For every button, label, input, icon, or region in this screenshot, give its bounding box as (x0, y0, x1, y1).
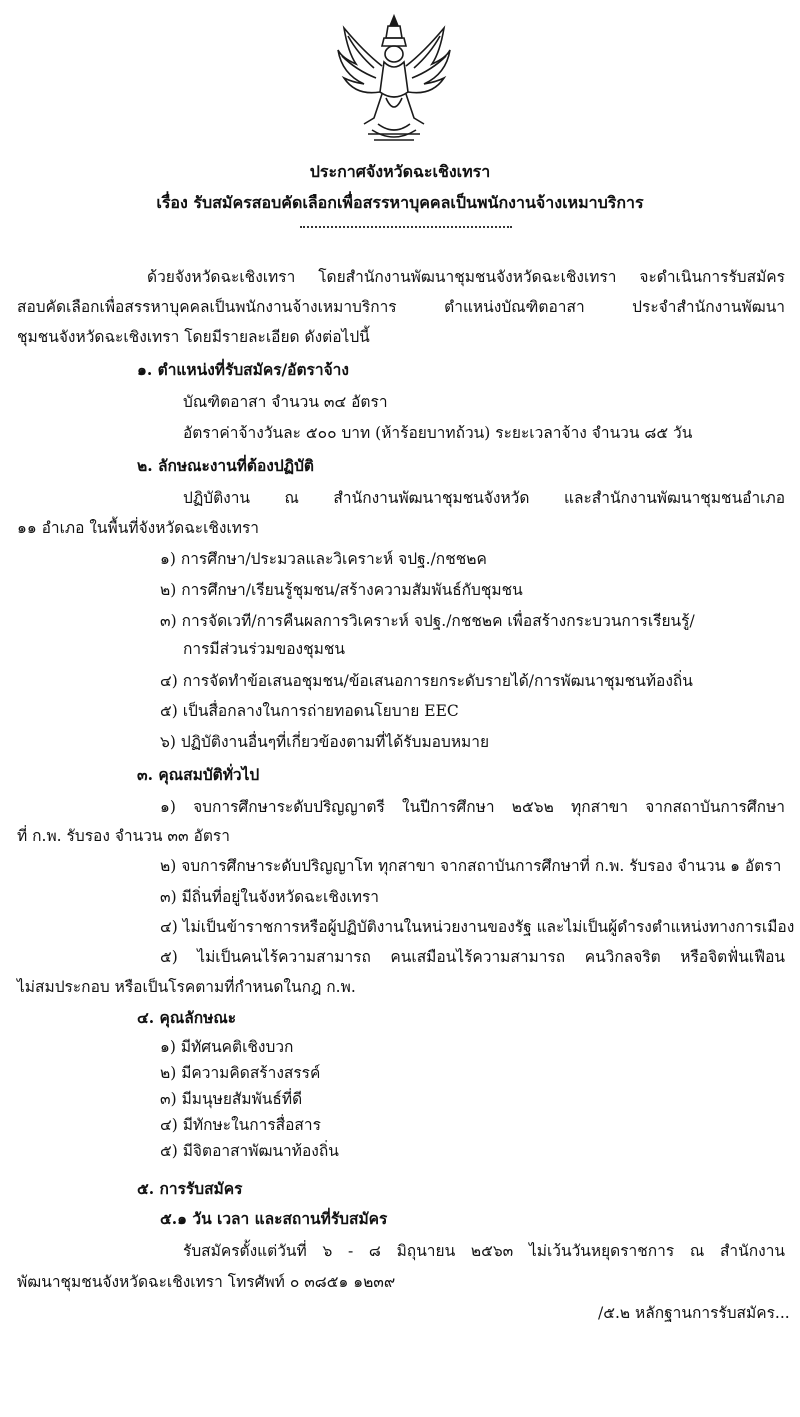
section-5-1-heading: ๕.๑ วัน เวลา และสถานที่รับสมัคร (160, 1209, 388, 1228)
section-3-item-2: ๒) จบการศึกษาระดับปริญญาโท ทุกสาขา จากสถาบันการศึกษาที่ ก.พ. รับรอง จำนวน ๑ อัตรา (160, 857, 782, 875)
section-4-heading: ๔. คุณลักษณะ (137, 1008, 237, 1027)
intro-line-2: สอบคัดเลือกเพื่อสรรหาบุคคลเป็นพนักงานจ้างเหมาบริการ ตำแหน่งบัณฑิตอาสา ประจำสำนักงานพัฒนา (17, 298, 785, 316)
section-2-item-3b: การมีส่วนร่วมของชุมชน (183, 640, 345, 658)
document-subject: เรื่อง รับสมัครสอบคัดเลือกเพื่อสรรหาบุคคลเป็นพนักงานจ้างเหมาบริการ (156, 193, 644, 212)
section-3-item-1b: ที่ ก.พ. รับรอง จำนวน ๓๓ อัตรา (17, 827, 230, 845)
section-4-item-1: ๑) มีทัศนคติเชิงบวก (160, 1038, 294, 1056)
document-title: ประกาศจังหวัดฉะเชิงเทรา (309, 162, 491, 181)
section-5-line-2: พัฒนาชุมชนจังหวัดฉะเชิงเทรา โทรศัพท์ ๐ ๓๘๕๑ ๑๒๓๙ (17, 1273, 396, 1291)
section-2-heading: ๒. ลักษณะงานที่ต้องปฏิบัติ (137, 456, 314, 475)
section-2-item-3a: ๓) การจัดเวที/การคืนผลการวิเคราะห์ จปฐ./กชช๒ค เพื่อสร้างกระบวนการเรียนรู้/ (160, 612, 695, 630)
divider-dots (300, 226, 512, 228)
section-2-item-6: ๖) ปฏิบัติงานอื่นๆที่เกี่ยวข้องตามที่ได้รับมอบหมาย (160, 733, 490, 751)
section-3-heading: ๓. คุณสมบัติทั่วไป (137, 765, 260, 784)
section-4-item-3: ๓) มีมนุษยสัมพันธ์ที่ดี (160, 1090, 303, 1108)
section-5-line-1: รับสมัครตั้งแต่วันที่ ๖ - ๘ มิถุนายน ๒๕๖๓ ไม่เว้นวันหยุดราชการ ณ สำนักงาน (183, 1242, 785, 1260)
section-2-item-4: ๔) การจัดทำข้อเสนอชุมชน/ข้อเสนอการยกระดับรายได้/การพัฒนาชุมชนท้องถิ่น (160, 672, 693, 690)
section-2-item-2: ๒) การศึกษา/เรียนรู้ชุมชน/สร้างความสัมพันธ์กับชุมชน (160, 581, 523, 599)
section-2-item-5: ๕) เป็นสื่อกลางในการถ่ายทอดนโยบาย EEC (160, 702, 459, 720)
section-5-heading: ๕. การรับสมัคร (137, 1179, 243, 1198)
section-3-item-1a: ๑) จบการศึกษาระดับปริญญาตรี ในปีการศึกษา ๒๕๖๒ ทุกสาขา จากสถาบันการศึกษา (160, 798, 785, 816)
section-2-paragraph-2: ๑๑ อำเภอ ในพื้นที่จังหวัดฉะเชิงเทรา (17, 519, 260, 537)
intro-line-1: ด้วยจังหวัดฉะเชิงเทรา โดยสำนักงานพัฒนาชุมชนจังหวัดฉะเชิงเทรา จะดำเนินการรับสมัคร (147, 268, 785, 286)
section-4-item-5: ๕) มีจิตอาสาพัฒนาท้องถิ่น (160, 1142, 339, 1160)
section-3-item-3: ๓) มีถิ่นที่อยู่ในจังหวัดฉะเชิงเทรา (160, 888, 379, 906)
continuation-note: /๕.๒ หลักฐานการรับสมัคร... (598, 1304, 790, 1322)
intro-line-3: ชุมชนจังหวัดฉะเชิงเทรา โดยมีรายละเอียด ดังต่อไปนี้ (17, 328, 370, 346)
section-3-item-4: ๔) ไม่เป็นข้าราชการหรือผู้ปฏิบัติงานในหน่วยงานของรัฐ และไม่เป็นผู้ดำรงตำแหน่งทางการเมือง (160, 918, 795, 936)
section-1-heading: ๑. ตำแหน่งที่รับสมัคร/อัตราจ้าง (137, 360, 349, 379)
section-1-line-1: บัณฑิตอาสา จำนวน ๓๔ อัตรา (183, 393, 388, 411)
section-3-item-5a: ๕) ไม่เป็นคนไร้ความสามารถ คนเสมือนไร้ความสามารถ คนวิกลจริต หรือจิตฟั่นเฟือน (160, 948, 785, 966)
section-2-item-1: ๑) การศึกษา/ประมวลและวิเคราะห์ จปฐ./กชช๒ค (160, 550, 487, 568)
section-2-paragraph-1: ปฏิบัติงาน ณ สำนักงานพัฒนาชุมชนจังหวัด และสำนักงานพัฒนาชุมชนอำเภอ (183, 489, 785, 507)
section-3-item-5b: ไม่สมประกอบ หรือเป็นโรคตามที่กำหนดในกฎ ก.พ. (17, 978, 356, 996)
section-1-line-2: อัตราค่าจ้างวันละ ๕๐๐ บาท (ห้าร้อยบาทถ้วน) ระยะเวลาจ้าง จำนวน ๘๕ วัน (183, 424, 693, 442)
section-4-item-2: ๒) มีความคิดสร้างสรรค์ (160, 1064, 321, 1082)
garuda-emblem-icon (334, 12, 454, 150)
section-4-item-4: ๔) มีทักษะในการสื่อสาร (160, 1116, 321, 1134)
